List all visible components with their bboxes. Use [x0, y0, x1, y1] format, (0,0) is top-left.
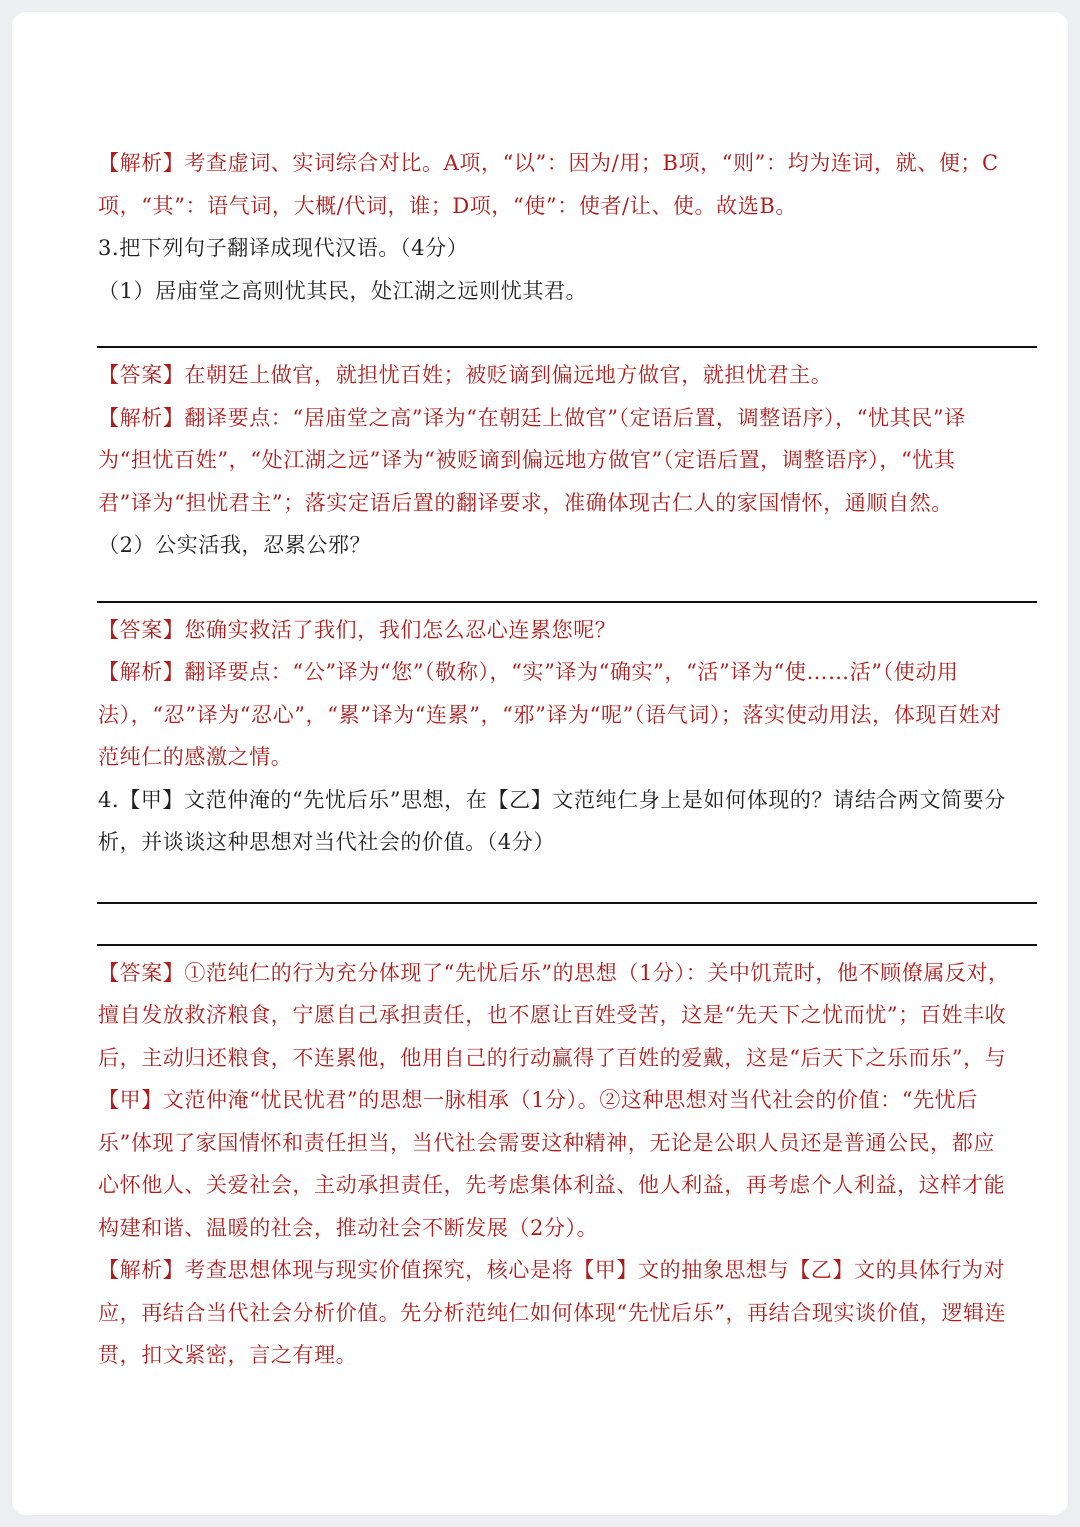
- q3-1-analysis: [98, 397, 1010, 525]
- answer-text: 您确实救活了我们，我们怎么忍心连累您呢？: [184, 617, 617, 642]
- question-3-title: 3.把下列句子翻译成现代汉语。（4分）: [98, 236, 469, 260]
- q4-answer: [98, 952, 1010, 1250]
- answer-text: ①范纯仁的行为充分体现了“先忧后乐”的思想（1分）：关中饥荒时，他不顾僚属反对，擅自发放救济粮食，宁愿自己承担责任，也不愿让百姓受苦，这是“先天下之忧而忧”；百姓丰收后，主动归还粮食，不连累他，他用自己的行动赢得了百姓的爱戴，这是“后天下之乐而乐”，与【甲】文范仲淹“忧民忧君”的思想一脉相承（1分）。②这种思想对当代社会的价值：“先忧后乐”体现了家国情怀和责任担当，当代社会需要这种精神，无论是公职人员还是普通公民，都应心怀他人、关爱社会，主动承担责任，先考虑集体利益、他人利益，再考虑个人利益，这样才能构建和谐、温暖的社会，推动社会不断发展（2分）。: [98, 960, 1010, 1240]
- answer-tag: 【答案】: [98, 617, 185, 642]
- q4-analysis: [98, 1249, 1010, 1377]
- q2-analysis: [98, 142, 1010, 227]
- q3-2-answer: [98, 609, 1010, 652]
- analysis-text: 考查思想体现与现实价值探究，核心是将【甲】文的抽象思想与【乙】文的具体行为对应，再结合当代社会分析价值。先分析范纯仁如何体现“先忧后乐”，再结合现实谈价值，逻辑连贯，扣文紧密，言之有理。: [98, 1258, 1007, 1367]
- analysis-tag: 【解析】: [98, 405, 185, 430]
- document-page: [12, 12, 1068, 1515]
- answer-tag: 【答案】: [98, 363, 185, 387]
- analysis-text: 翻译要点：“公”译为“您”（敬称），“实”译为“确实”，“活”译为“使……活”（使动用法），“忍”译为“忍心”，“累”译为“连累”，“邪”译为“呢”（语气词）；落实使动用法，体现百姓对范纯仁的感激之情。: [98, 660, 1002, 769]
- document-content: [98, 142, 1010, 1377]
- analysis-text: 翻译要点：“居庙堂之高”译为“在朝廷上做官”（定语后置，调整语序），“忧其民”译为“担忧百姓”，“处江湖之远”译为“被贬谪到偏远地方做官”（定语后置，调整语序），“忧其君”译为“担忧君主”；落实定语后置的翻译要求，准确体现古仁人的家国情怀，通顺自然。: [98, 405, 966, 515]
- analysis-tag: 【解析】: [98, 660, 185, 684]
- analysis-tag: 【解析】: [98, 151, 185, 175]
- q3-2-analysis: [98, 651, 1010, 779]
- analysis-text: 考查虚词、实词综合对比。A项，“以”：因为/用；B项，“则”：均为连词，就、便；C项，“其”：语气词，大概/代词，谁；D项，“使”：使者/让、使。故选B。: [98, 151, 999, 218]
- answer-text: 在朝廷上做官，就担忧百姓；被贬谪到偏远地方做官，就担忧君主。: [184, 363, 833, 387]
- question-3-2-text: （2）公实活我，忍累公邪？: [98, 533, 372, 557]
- question-3-1-text: （1）居庙堂之高则忧其民，处江湖之远则忧其君。: [98, 278, 588, 303]
- answer-tag: 【答案】: [98, 960, 185, 985]
- q3-1-answer: [98, 354, 1010, 397]
- question-4-text: 4.【甲】文范仲淹的“先忧后乐”思想，在【乙】文范纯仁身上是如何体现的？请结合两文简要分析，并谈谈这种思想对当代社会的价值。（4分）: [98, 787, 1006, 854]
- analysis-tag: 【解析】: [98, 1258, 185, 1282]
